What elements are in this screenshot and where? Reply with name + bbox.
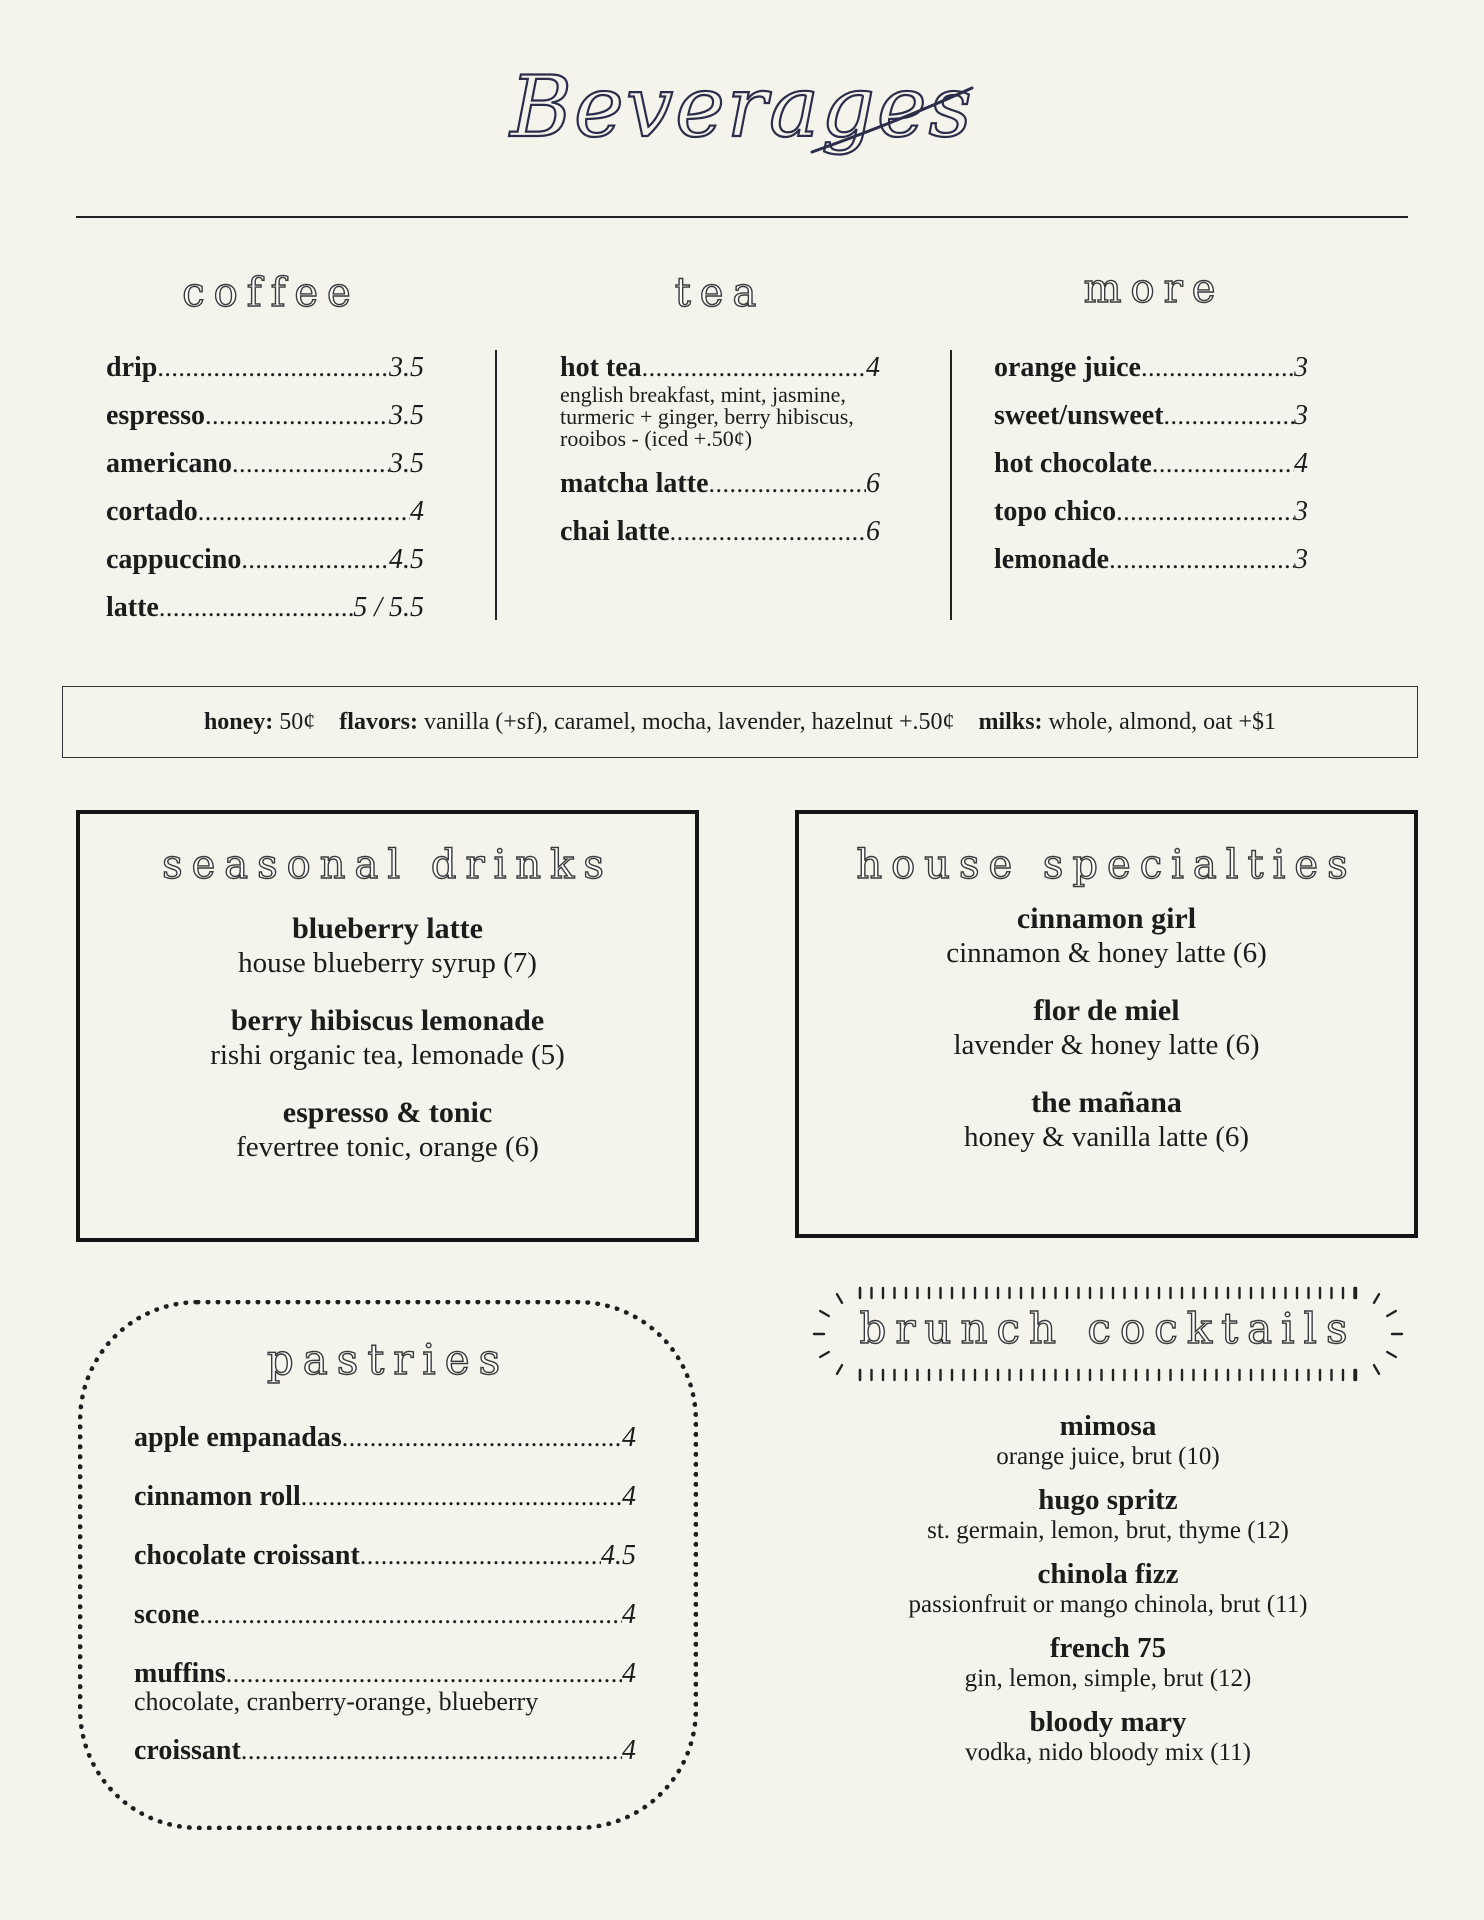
cocktail-item: bloody mary vodka, nido bloody mix (11) bbox=[965, 1706, 1251, 1766]
beverages-script-title bbox=[482, 40, 1002, 190]
cocktail-item: mimosa orange juice, brut (10) bbox=[996, 1410, 1220, 1470]
menu-item: hot tea ..... 4 bbox=[560, 344, 880, 392]
milks-addon: milks: whole, almond, oat +$1 bbox=[978, 708, 1277, 735]
menu-item: cinnamon roll ..... 4 bbox=[134, 1467, 636, 1526]
featured-drink: blueberry latte house blueberry syrup (7) bbox=[238, 912, 537, 979]
menu-item: drip ..... 3.5 bbox=[106, 344, 424, 392]
more-heading: more bbox=[1083, 266, 1225, 312]
cocktail-item: french 75 gin, lemon, simple, brut (12) bbox=[964, 1632, 1252, 1692]
featured-drink: cinnamon girl cinnamon & honey latte (6) bbox=[946, 902, 1267, 969]
menu-item: cappuccino ..... 4.5 bbox=[106, 536, 424, 584]
menu-item: espresso ..... 3.5 bbox=[106, 392, 424, 440]
page-title-block bbox=[0, 40, 1484, 190]
coffee-heading: coffee bbox=[182, 270, 360, 316]
featured-drink: the mañana honey & vanilla latte (6) bbox=[963, 1086, 1250, 1153]
house-specialties-box bbox=[795, 810, 1418, 1238]
header-divider bbox=[76, 216, 1408, 218]
honey-addon: honey: 50¢ bbox=[203, 708, 316, 735]
menu-item: lemonade ..... 3 bbox=[994, 536, 1308, 584]
menu-item: americano ..... 3.5 bbox=[106, 440, 424, 488]
menu-item: latte ..... 5 / 5.5 bbox=[106, 584, 424, 632]
menu-item-description: english breakfast, mint, jasmine, turmeric + ginger, berry hibiscus, rooibos - (iced +.50¢) bbox=[560, 382, 854, 451]
menu-item: croissant ..... 4 bbox=[134, 1721, 636, 1780]
menu-item: scone ..... 4 bbox=[134, 1585, 636, 1644]
menu-item: muffins ..... 4 bbox=[134, 1644, 636, 1703]
menu-item: topo chico ..... 3 bbox=[994, 488, 1308, 536]
menu-item: matcha latte ..... 6 bbox=[560, 460, 880, 508]
cocktail-item: hugo spritz st. germain, lemon, brut, thyme (12) bbox=[927, 1484, 1289, 1544]
featured-drink: berry hibiscus lemonade rishi organic tea, lemonade (5) bbox=[210, 1004, 565, 1071]
column-divider bbox=[950, 350, 952, 620]
menu-item: chocolate croissant ..... 4.5 bbox=[134, 1526, 636, 1585]
pastries-heading: pastries bbox=[266, 1335, 510, 1384]
page-title: Beverages bbox=[510, 58, 974, 156]
seasonal-drinks-box bbox=[76, 810, 699, 1242]
featured-drink: flor de miel lavender & honey latte (6) bbox=[953, 994, 1260, 1061]
cocktail-item: chinola fizz passionfruit or mango chinola, brut (11) bbox=[908, 1558, 1308, 1618]
flavors-addon: flavors: vanilla (+sf), caramel, mocha, lavender, hazelnut +.50¢ bbox=[339, 708, 955, 735]
menu-item-description: chocolate, cranberry-orange, blueberry bbox=[134, 1687, 539, 1716]
tea-heading: tea bbox=[674, 270, 766, 316]
menu-item: chai latte ..... 6 bbox=[560, 508, 880, 556]
addons-bar bbox=[62, 686, 1418, 758]
cocktails-heading: brunch cocktails bbox=[859, 1304, 1357, 1353]
menu-item: orange juice ..... 3 bbox=[994, 344, 1308, 392]
menu-item: hot chocolate ..... 4 bbox=[994, 440, 1308, 488]
specialties-heading: house specialties bbox=[856, 842, 1357, 888]
menu-item: apple empanadas ..... 4 bbox=[134, 1408, 636, 1467]
menu-item: cortado ..... 4 bbox=[106, 488, 424, 536]
coffee-list bbox=[106, 344, 424, 632]
cocktails-list bbox=[806, 1410, 1410, 1780]
seasonal-heading: seasonal drinks bbox=[162, 842, 613, 888]
more-list bbox=[994, 344, 1308, 584]
tea-list bbox=[560, 344, 880, 556]
menu-item: sweet/unsweet ..... 3 bbox=[994, 392, 1308, 440]
pastries-list bbox=[134, 1408, 636, 1780]
featured-drink: espresso & tonic fevertree tonic, orange (6) bbox=[236, 1096, 539, 1163]
column-divider bbox=[495, 350, 497, 620]
